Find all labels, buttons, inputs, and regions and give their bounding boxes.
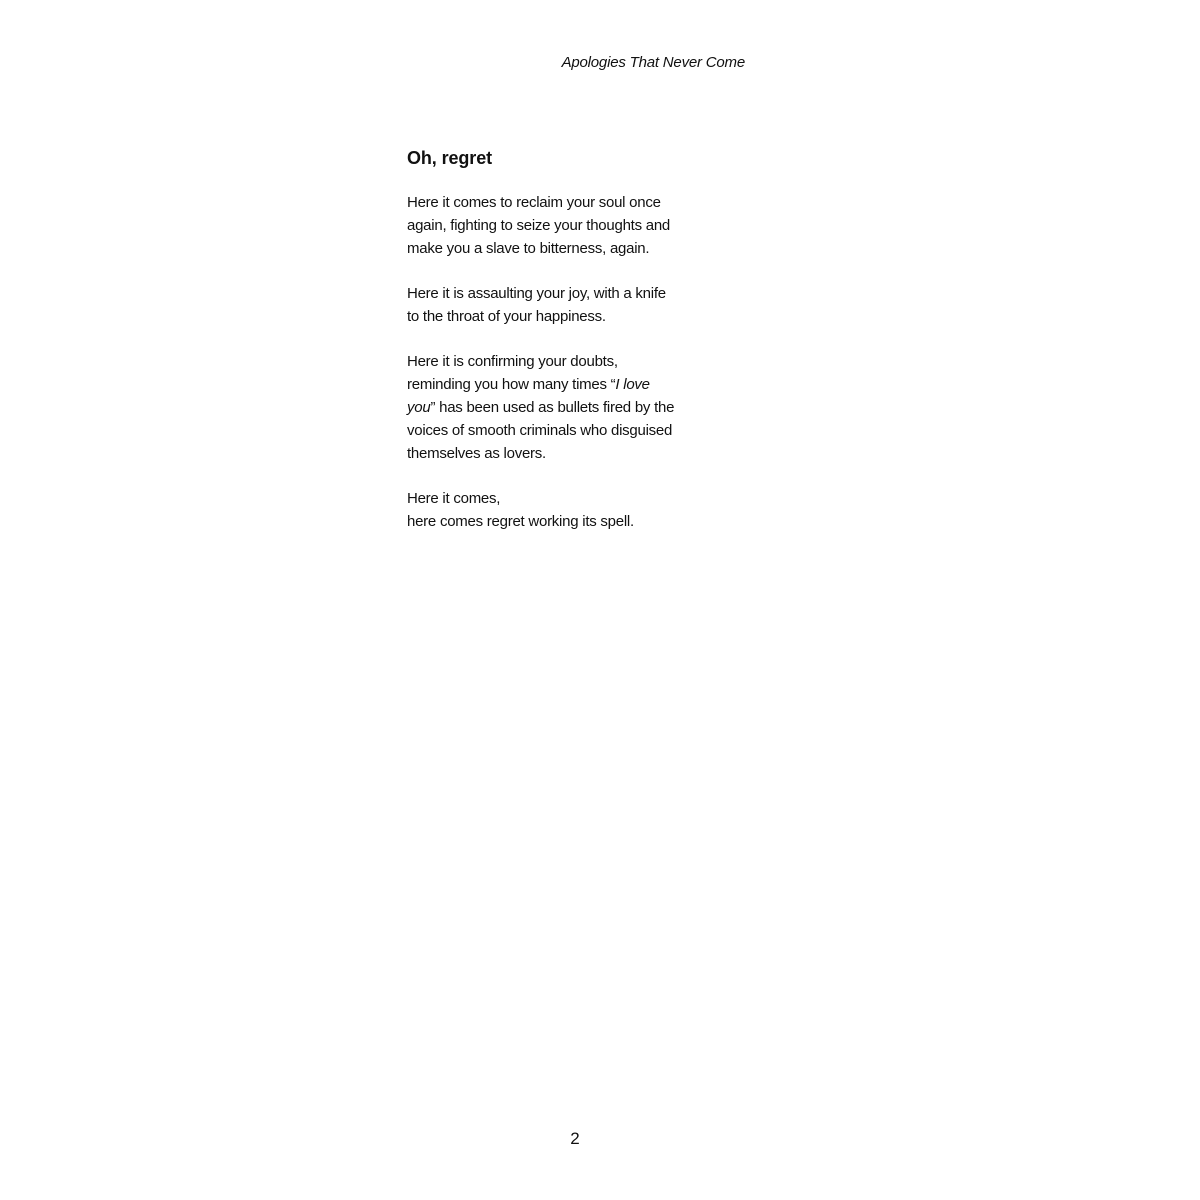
stanza-2 (407, 282, 747, 328)
poem-line: Here it is assaulting your joy, with a knife (407, 285, 666, 302)
poem-line: Here it comes, (407, 490, 501, 507)
running-header: Apologies That Never Come (561, 54, 745, 71)
line-text: ” has been used as bullets fired by the (430, 399, 675, 416)
stanza-4 (407, 487, 747, 533)
poem-line: here comes regret working its spell. (407, 513, 634, 530)
poem-line: again, fighting to seize your thoughts and (407, 217, 671, 234)
poem-line (407, 373, 747, 396)
poem-line (407, 396, 747, 419)
poem-line: Here it is confirming your doubts, (407, 353, 618, 370)
poem (407, 146, 747, 555)
poem-line: themselves as lovers. (407, 445, 546, 462)
poem-line: voices of smooth criminals who disguised (407, 422, 673, 439)
stanza-1 (407, 191, 747, 260)
quoted-phrase-italic: I love (615, 376, 650, 393)
line-text: reminding you how many times “ (407, 376, 616, 393)
poem-line: Here it comes to reclaim your soul once (407, 194, 661, 211)
poem-title: Oh, regret (407, 148, 493, 168)
page-number: 2 (570, 1129, 580, 1148)
stanza-3 (407, 350, 747, 465)
poem-line: to the throat of your happiness. (407, 308, 606, 325)
poem-line: make you a slave to bitterness, again. (407, 240, 650, 257)
quoted-phrase-italic: you (407, 399, 431, 416)
